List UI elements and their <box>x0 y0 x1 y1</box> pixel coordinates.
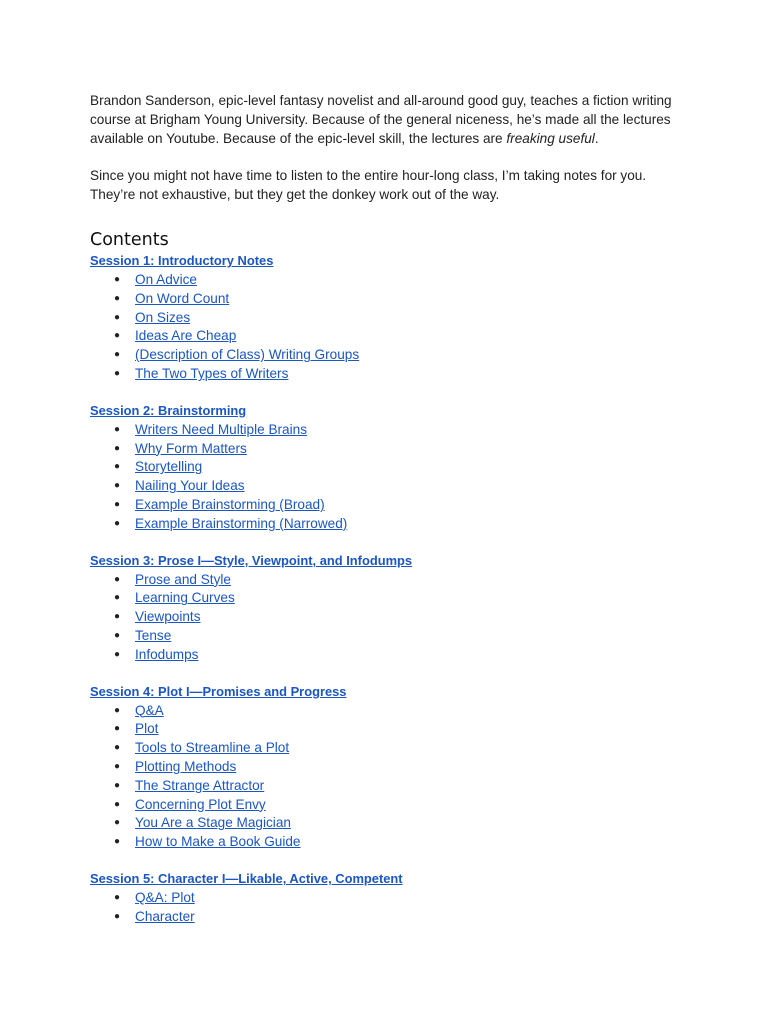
bullet-icon: ● <box>114 442 121 454</box>
list-item <box>90 646 688 665</box>
bullet-icon: ● <box>114 592 121 604</box>
list-item <box>90 571 688 590</box>
bullet-icon: ● <box>114 480 121 492</box>
list-item <box>90 477 688 496</box>
bullet-icon: ● <box>114 891 121 903</box>
toc-item-link[interactable]: Storytelling <box>135 459 203 475</box>
toc-session-5 <box>90 870 688 926</box>
bullet-icon: ● <box>114 723 121 735</box>
session-item-list <box>90 271 688 384</box>
list-item <box>90 608 688 627</box>
bullet-icon: ● <box>114 760 121 772</box>
list-item <box>90 758 688 777</box>
toc-item-link[interactable]: Writers Need Multiple Brains <box>135 421 307 437</box>
bullet-icon: ● <box>114 836 121 848</box>
bullet-icon: ● <box>114 349 121 361</box>
intro-text: Brandon Sanderson, epic-level fantasy novelist and all-around good guy, teaches a fiction writing course at Brigham Young University. Because of the general niceness, he’s made all the lectures available on Youtube. Because of the epic-level skill, the lectures are <box>90 93 672 146</box>
list-item <box>90 440 688 459</box>
bullet-icon: ● <box>114 611 121 623</box>
bullet-icon: ● <box>114 517 121 529</box>
toc-item-link[interactable]: You Are a Stage Magician <box>135 815 291 831</box>
intro-paragraph-1 <box>90 92 688 148</box>
toc-session-2 <box>90 402 688 533</box>
list-item <box>90 421 688 440</box>
list-item <box>90 720 688 739</box>
toc-session-1 <box>90 252 688 383</box>
bullet-icon: ● <box>114 292 121 304</box>
list-item <box>90 908 688 927</box>
bullet-icon: ● <box>114 742 121 754</box>
toc-item-link[interactable]: Infodumps <box>135 646 199 662</box>
list-item <box>90 290 688 309</box>
table-of-contents <box>90 252 688 926</box>
bullet-icon: ● <box>114 274 121 286</box>
bullet-icon: ● <box>114 330 121 342</box>
session-heading-link[interactable]: Session 4: Plot I—Promises and Progress <box>90 683 347 699</box>
toc-item-link[interactable]: Plot <box>135 721 159 737</box>
bullet-icon: ● <box>114 798 121 810</box>
bullet-icon: ● <box>114 461 121 473</box>
toc-session-4 <box>90 683 688 852</box>
list-item <box>90 346 688 365</box>
list-item <box>90 889 688 908</box>
session-heading-link[interactable]: Session 2: Brainstorming <box>90 403 247 419</box>
list-item <box>90 458 688 477</box>
list-item <box>90 589 688 608</box>
bullet-icon: ● <box>114 817 121 829</box>
intro-period: . <box>594 130 599 146</box>
bullet-icon: ● <box>114 630 121 641</box>
session-item-list <box>90 889 688 927</box>
toc-item-link[interactable]: Example Brainstorming (Broad) <box>135 497 325 513</box>
session-heading-link[interactable]: Session 3: Prose I—Style, Viewpoint, and Infodumps <box>90 553 413 569</box>
list-item <box>90 327 688 346</box>
bullet-icon: ● <box>114 499 121 511</box>
session-item-list <box>90 571 688 665</box>
toc-item-link[interactable]: (Description of Class) Writing Groups <box>135 347 360 363</box>
toc-item-link[interactable]: Nailing Your Ideas <box>135 478 245 494</box>
intro-paragraph-2: Since you might not have time to listen to the entire hour-long class, I’m taking notes for you. They’re not exhaustive, but they get the donkey work out of the way. <box>90 167 647 202</box>
list-item <box>90 365 688 384</box>
list-item <box>90 496 688 515</box>
intro-emphasis: freaking useful <box>506 130 595 146</box>
toc-item-link[interactable]: Q&A <box>135 702 164 718</box>
bullet-icon: ● <box>114 704 121 716</box>
list-item <box>90 271 688 290</box>
toc-item-link[interactable]: On Advice <box>135 272 197 288</box>
session-heading-link[interactable]: Session 1: Introductory Notes <box>90 253 274 269</box>
list-item <box>90 739 688 758</box>
session-item-list <box>90 421 688 534</box>
toc-item-link[interactable]: Plotting Methods <box>135 758 237 774</box>
toc-item-link[interactable]: Why Form Matters <box>135 440 247 456</box>
toc-item-link[interactable]: Tools to Streamline a Plot <box>135 740 290 756</box>
bullet-icon: ● <box>114 368 121 380</box>
toc-item-link[interactable]: Prose and Style <box>135 571 231 587</box>
bullet-icon: ● <box>114 311 121 323</box>
toc-item-link[interactable]: Ideas Are Cheap <box>135 328 237 344</box>
contents-heading: Contents <box>90 230 169 251</box>
bullet-icon: ● <box>114 573 121 585</box>
toc-item-link[interactable]: On Sizes <box>135 309 191 325</box>
session-item-list <box>90 702 688 852</box>
toc-item-link[interactable]: Q&A: Plot <box>135 889 195 905</box>
list-item <box>90 796 688 815</box>
toc-session-3 <box>90 552 688 665</box>
toc-item-link[interactable]: Tense <box>135 628 172 643</box>
bullet-icon: ● <box>114 910 121 922</box>
bullet-icon: ● <box>114 779 121 791</box>
session-heading-link[interactable]: Session 5: Character I—Likable, Active, Competent <box>90 871 403 887</box>
list-item <box>90 702 688 721</box>
list-item <box>90 833 688 852</box>
list-item <box>90 627 688 646</box>
bullet-icon: ● <box>114 648 121 660</box>
toc-item-link[interactable]: Character <box>135 908 195 924</box>
toc-item-link[interactable]: Concerning Plot Envy <box>135 796 266 812</box>
toc-item-link[interactable]: Viewpoints <box>135 609 201 625</box>
toc-item-link[interactable]: Learning Curves <box>135 590 235 606</box>
toc-item-link[interactable]: How to Make a Book Guide <box>135 834 301 850</box>
toc-item-link[interactable]: On Word Count <box>135 290 230 306</box>
list-item <box>90 515 688 534</box>
toc-item-link[interactable]: Example Brainstorming (Narrowed) <box>135 515 348 531</box>
list-item <box>90 814 688 833</box>
toc-item-link[interactable]: The Strange Attractor <box>135 777 265 793</box>
toc-item-link[interactable]: The Two Types of Writers <box>135 366 289 382</box>
list-item <box>90 309 688 328</box>
list-item <box>90 777 688 796</box>
bullet-icon: ● <box>114 423 121 435</box>
